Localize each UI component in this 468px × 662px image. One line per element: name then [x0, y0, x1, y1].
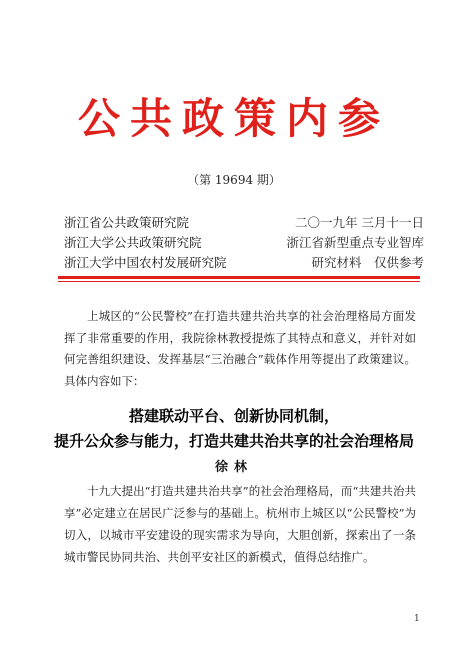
- header-row: [64, 253, 424, 273]
- institute-name: 浙江大学中国农村发展研究院: [64, 255, 227, 270]
- issue-number: （第 19694 期）: [187, 173, 281, 187]
- reference-note: 研究材料 仅供参考: [311, 255, 424, 270]
- body-paragraph: 十九大提出“打造共建共治共享”的社会治理格局，而“共建共治共享”必定建立在居民广泛参与的基础上。杭州市上城区以“公民警校”为切入，以城市平安建设的现实需求为导向，大胆创新，探索出了一条城市警民协同共治、共创平安社区的新模式，值得总结推广。: [64, 484, 416, 564]
- intro-paragraph: 上城区的“公民警校”在打造共建共治共享的社会治理格局方面发挥了非常重要的作用，我院徐林教授提炼了其特点和意义，并针对如何完善组织建设、发挥基层“三治融合”载体作用等提出了政策建议。具体内容如下：: [64, 309, 416, 388]
- header-row: [64, 213, 424, 233]
- institute-name: 浙江省公共政策研究院: [64, 215, 190, 230]
- header-info-block: [64, 213, 424, 273]
- header-divider-thick: [58, 276, 420, 279]
- article-author: 徐林: [214, 460, 253, 475]
- masthead-title: 公共政策内参: [77, 94, 390, 143]
- think-tank-label: 浙江省新型重点专业智库: [286, 235, 424, 250]
- header-row: [64, 233, 424, 253]
- publication-date: 二〇一九年 三月十一日: [295, 215, 424, 230]
- article-title-line-1: 搭建联动平台、创新协同机制，: [128, 407, 339, 425]
- header-divider-thin: [58, 281, 420, 282]
- institute-name: 浙江大学公共政策研究院: [64, 235, 202, 250]
- article-title-line-2: 提升公众参与能力，打造共建共治共享的社会治理格局: [53, 432, 414, 450]
- page-number: 1: [414, 614, 420, 624]
